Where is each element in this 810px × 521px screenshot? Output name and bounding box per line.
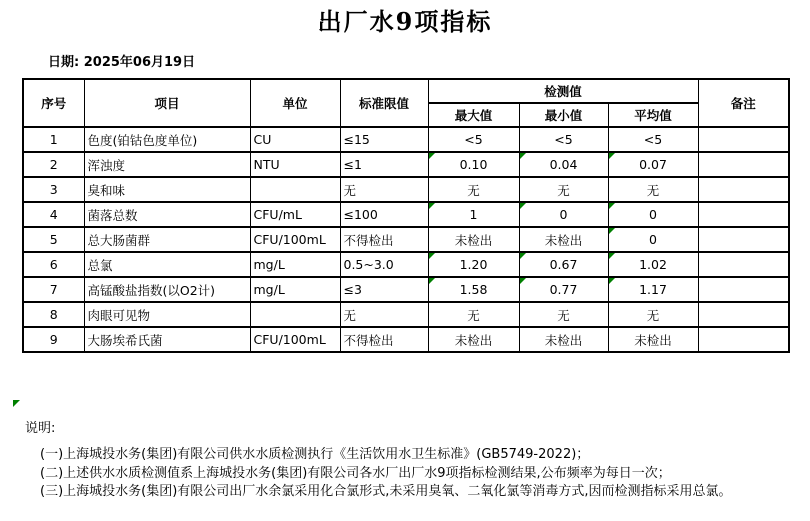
excel-flag-triangle	[520, 253, 526, 259]
cell-limit-text: ≤100	[343, 207, 378, 222]
cell-unit	[250, 177, 340, 202]
cell-item	[84, 152, 250, 177]
cell-avg	[608, 127, 698, 152]
cell-max	[428, 177, 519, 202]
header-row-top	[23, 79, 789, 103]
cell-unit	[250, 202, 340, 227]
cell-no-text: 3	[49, 182, 58, 197]
header-no: 序号	[23, 79, 84, 127]
cell-max-text: 未检出	[454, 332, 493, 348]
cell-unit	[250, 302, 340, 327]
cell-unit	[250, 277, 340, 302]
cell-min-text: 无	[557, 182, 570, 198]
cell-max-text: 未检出	[454, 232, 493, 248]
cell-no	[23, 152, 84, 177]
cell-max	[428, 127, 519, 152]
header-limit: 标准限值	[340, 79, 428, 127]
table-row	[23, 227, 789, 252]
cell-limit-text: 0.5~3.0	[343, 257, 394, 272]
header-min: 最小值	[519, 103, 608, 127]
table-row	[23, 177, 789, 202]
excel-flag-triangle	[520, 278, 526, 284]
header-item: 项目	[84, 79, 250, 127]
cell-item-text: 总氯	[87, 257, 113, 273]
cell-remark	[698, 127, 789, 152]
excel-flag-triangle	[429, 203, 435, 209]
cell-no-text: 7	[49, 282, 58, 297]
excel-flag-triangle	[609, 153, 615, 159]
table-row	[23, 127, 789, 152]
excel-marker-triangle	[13, 400, 20, 407]
cell-avg	[608, 152, 698, 177]
header-avg: 平均值	[608, 103, 698, 127]
cell-remark	[698, 252, 789, 277]
cell-unit-text: mg/L	[253, 282, 285, 297]
cell-unit-text: CFU/mL	[253, 207, 302, 222]
cell-min	[519, 202, 608, 227]
cell-avg-text: 1.17	[639, 282, 667, 297]
cell-remark	[698, 177, 789, 202]
cell-min	[519, 327, 608, 352]
cell-no	[23, 252, 84, 277]
cell-item	[84, 127, 250, 152]
cell-avg	[608, 277, 698, 302]
cell-unit	[250, 227, 340, 252]
cell-item	[84, 252, 250, 277]
cell-avg	[608, 202, 698, 227]
cell-remark	[698, 327, 789, 352]
excel-flag-triangle	[429, 253, 435, 259]
cell-limit	[340, 177, 428, 202]
cell-no	[23, 202, 84, 227]
cell-remark	[698, 202, 789, 227]
cell-item-text: 高锰酸盐指数(以O2计)	[87, 282, 216, 298]
cell-item	[84, 327, 250, 352]
cell-min-text: <5	[554, 132, 573, 147]
cell-avg-text: 0.07	[639, 157, 667, 172]
cell-max-text: 0.10	[459, 157, 488, 172]
cell-min	[519, 177, 608, 202]
cell-no-text: 4	[49, 207, 58, 222]
cell-max	[428, 302, 519, 327]
cell-item	[84, 277, 250, 302]
cell-max-text: 1	[469, 207, 478, 222]
cell-no	[23, 302, 84, 327]
header-unit: 单位	[250, 79, 340, 127]
cell-item	[84, 302, 250, 327]
cell-unit-text: CU	[253, 132, 272, 147]
cell-item-text: 大肠埃希氏菌	[87, 332, 163, 348]
cell-no-text: 5	[49, 232, 58, 247]
cell-max	[428, 227, 519, 252]
cell-avg	[608, 327, 698, 352]
cell-no	[23, 127, 84, 152]
cell-max	[428, 327, 519, 352]
excel-flag-triangle	[520, 153, 526, 159]
cell-item-text: 浑浊度	[87, 157, 126, 173]
cell-remark	[698, 152, 789, 177]
cell-item	[84, 227, 250, 252]
cell-limit-text: 不得检出	[343, 232, 394, 248]
cell-max-text: 无	[467, 307, 480, 323]
cell-limit	[340, 202, 428, 227]
notes-title: 说明:	[25, 421, 56, 436]
cell-avg-text: 0	[649, 232, 657, 247]
cell-item-text: 总大肠菌群	[87, 232, 151, 248]
cell-unit	[250, 127, 340, 152]
table-row	[23, 327, 789, 352]
cell-remark	[698, 277, 789, 302]
water-quality-table	[22, 78, 790, 353]
cell-avg	[608, 227, 698, 252]
cell-no	[23, 277, 84, 302]
cell-limit-text: ≤3	[343, 282, 362, 297]
cell-avg-text: 0	[649, 207, 657, 222]
cell-item	[84, 177, 250, 202]
excel-flag-triangle	[609, 203, 615, 209]
cell-limit-text: 无	[343, 182, 357, 198]
cell-min	[519, 252, 608, 277]
cell-limit-text: ≤15	[343, 132, 370, 147]
cell-unit	[250, 252, 340, 277]
cell-min-text: 0	[559, 207, 568, 222]
cell-unit-text: CFU/100mL	[253, 332, 326, 347]
cell-min	[519, 277, 608, 302]
cell-item-text: 色度(铂钴色度单位)	[87, 132, 198, 148]
cell-min	[519, 127, 608, 152]
cell-limit	[340, 252, 428, 277]
table-row	[23, 302, 789, 327]
cell-avg-text: 无	[646, 182, 660, 198]
cell-avg-text: <5	[643, 132, 663, 147]
cell-item-text: 菌落总数	[87, 207, 138, 223]
cell-min	[519, 302, 608, 327]
excel-flag-triangle	[520, 203, 526, 209]
cell-max-text: 1.58	[459, 282, 488, 297]
cell-limit	[340, 277, 428, 302]
table-row	[23, 202, 789, 227]
report-date: 日期: 2025年06月19日	[48, 55, 196, 70]
cell-avg	[608, 252, 698, 277]
cell-min-text: 0.04	[549, 157, 578, 172]
note-line-2: (二)上述供水水质检测值系上海城投水务(集团)有限公司各水厂出厂水9项指标检测结果,公布频率为每日一次；	[40, 465, 671, 481]
cell-unit-text: CFU/100mL	[253, 232, 326, 247]
header-remark: 备注	[698, 79, 789, 127]
cell-limit-text: 不得检出	[343, 332, 394, 348]
cell-avg-text: 无	[646, 307, 660, 323]
note-line-1: (一)上海城投水务(集团)有限公司供水水质检测执行《生活饮用水卫生标准》(GB5749-2022)；	[40, 447, 590, 462]
cell-remark	[698, 302, 789, 327]
cell-max	[428, 277, 519, 302]
excel-flag-triangle	[429, 278, 435, 284]
cell-min-text: 0.77	[549, 282, 578, 297]
table-header	[23, 79, 789, 127]
cell-item	[84, 202, 250, 227]
cell-avg-text: 未检出	[634, 332, 672, 348]
cell-min-text: 未检出	[544, 232, 583, 248]
cell-unit	[250, 152, 340, 177]
excel-flag-triangle	[609, 228, 615, 234]
notes-block	[40, 446, 732, 502]
table-row	[23, 277, 789, 302]
cell-min-text: 0.67	[549, 257, 578, 272]
cell-max	[428, 152, 519, 177]
cell-item-text: 臭和味	[87, 182, 126, 198]
cell-no	[23, 177, 84, 202]
header-max: 最大值	[428, 103, 519, 127]
cell-max-text: 无	[467, 182, 480, 198]
cell-unit-text: NTU	[253, 157, 280, 172]
cell-min	[519, 227, 608, 252]
cell-no-text: 6	[49, 257, 58, 272]
cell-max-text: 1.20	[459, 257, 488, 272]
cell-avg	[608, 302, 698, 327]
cell-unit	[250, 327, 340, 352]
cell-limit	[340, 227, 428, 252]
cell-max-text: <5	[464, 132, 483, 147]
cell-max	[428, 252, 519, 277]
cell-no	[23, 327, 84, 352]
excel-flag-triangle	[429, 153, 435, 159]
excel-flag-triangle	[609, 253, 615, 259]
cell-max	[428, 202, 519, 227]
table-row	[23, 152, 789, 177]
page-title: 出厂水9项指标	[317, 7, 493, 36]
excel-flag-triangle	[609, 278, 615, 284]
cell-limit	[340, 152, 428, 177]
cell-item-text: 肉眼可见物	[87, 307, 151, 323]
cell-avg-text: 1.02	[639, 257, 667, 272]
cell-no-text: 1	[49, 132, 58, 147]
cell-remark	[698, 227, 789, 252]
cell-limit	[340, 327, 428, 352]
cell-unit-text: mg/L	[253, 257, 285, 272]
cell-min	[519, 152, 608, 177]
cell-avg	[608, 177, 698, 202]
cell-limit-text: ≤1	[343, 157, 362, 172]
note-line-3: (三)上海城投水务(集团)有限公司出厂水余氯采用化合氯形式,未采用臭氧、二氧化氯等消毒方式,因而检测指标采用总氯。	[40, 484, 732, 499]
cell-limit	[340, 127, 428, 152]
table-body	[23, 127, 789, 352]
cell-limit	[340, 302, 428, 327]
header-detection: 检测值	[428, 79, 698, 103]
cell-no-text: 8	[49, 307, 58, 322]
cell-no-text: 9	[49, 332, 58, 347]
table-row	[23, 252, 789, 277]
cell-no-text: 2	[49, 157, 58, 172]
cell-min-text: 无	[557, 307, 570, 323]
cell-min-text: 未检出	[544, 332, 583, 348]
cell-limit-text: 无	[343, 307, 357, 323]
cell-no	[23, 227, 84, 252]
